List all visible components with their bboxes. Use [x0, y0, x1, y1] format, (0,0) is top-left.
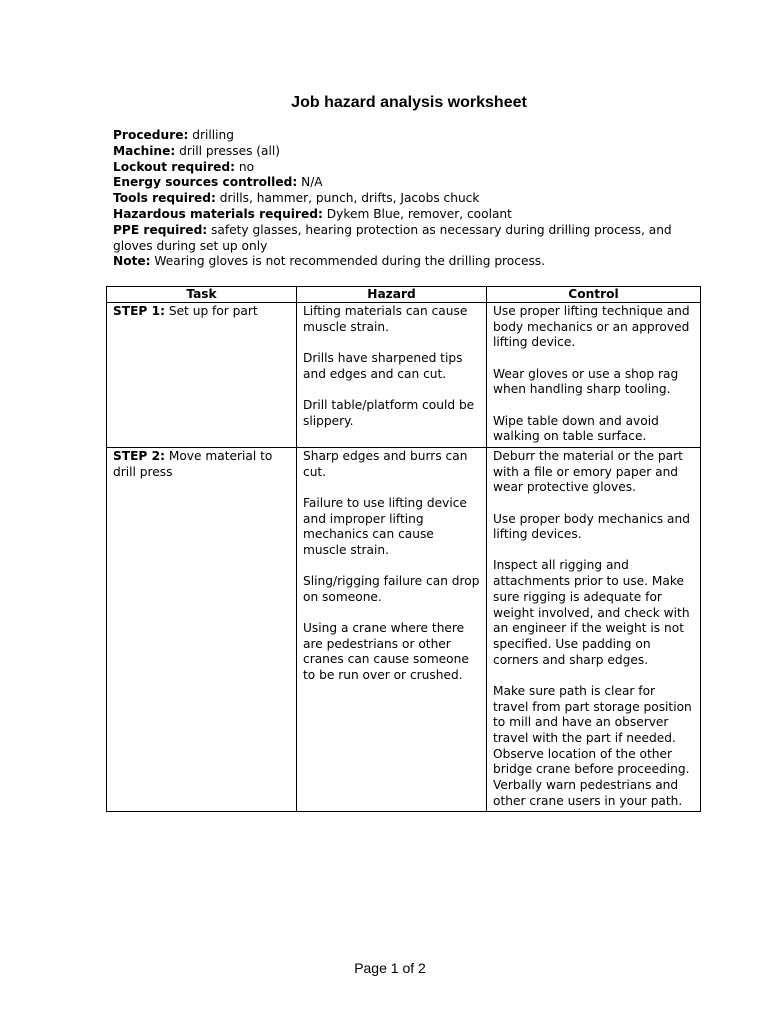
field-value: Dykem Blue, remover, coolant	[322, 206, 512, 221]
field-machine	[113, 144, 703, 160]
field-value: drill presses (all)	[175, 143, 281, 158]
field-label: Tools required:	[113, 191, 216, 206]
control-item: Wear gloves or use a shop rag when handling sharp tooling.	[493, 366, 679, 397]
field-lockout	[113, 160, 703, 176]
field-label: Machine:	[113, 143, 176, 158]
hazard-item: Drill table/platform could be slippery.	[303, 397, 475, 428]
task-cell	[107, 447, 297, 812]
field-value: safety glasses, hearing protection as necessary during drilling process, and gloves during set up only	[113, 222, 672, 253]
hazard-item: Lifting materials can cause muscle strain.	[303, 304, 468, 334]
page-number: Page 1 of 2	[354, 960, 426, 976]
control-cell	[487, 303, 701, 448]
field-value: drilling	[188, 128, 234, 142]
field-value: drills, hammer, punch, drifts, Jacobs chuck	[215, 191, 480, 206]
field-note	[113, 254, 703, 270]
hazard-cell	[297, 447, 487, 812]
step-label: STEP 1:	[113, 304, 165, 318]
field-procedure	[113, 128, 703, 144]
field-label: Note:	[113, 254, 151, 269]
field-ppe	[113, 223, 703, 255]
table-header-row	[107, 287, 701, 303]
control-item: Inspect all rigging and attachments prior to use. Make sure rigging is adequate for weight involved, and check with an engineer if the weight is not specified. Use padding on corners and sharp edges.	[493, 558, 690, 667]
field-label: Lockout required:	[113, 159, 235, 174]
hazard-table	[106, 286, 701, 812]
table-row-step-2	[107, 447, 701, 812]
control-item: Use proper lifting technique and body mechanics or an approved lifting device.	[493, 304, 690, 350]
task-cell	[107, 303, 297, 448]
field-tools	[113, 191, 703, 207]
header-hazard: Hazard	[297, 287, 487, 303]
task-text: Set up for part	[164, 304, 258, 318]
control-item: Wipe table down and avoid walking on table surface.	[493, 413, 659, 444]
header-task: Task	[107, 287, 297, 303]
hazard-item: Drills have sharpened tips and edges and can cut.	[303, 350, 463, 381]
field-label: PPE required:	[113, 222, 208, 237]
field-value: Wearing gloves is not recommended during the drilling process.	[150, 254, 546, 269]
field-label: Energy sources controlled:	[113, 175, 298, 190]
control-item: Use proper body mechanics and lifting devices.	[493, 511, 690, 542]
field-label: Procedure:	[113, 128, 189, 142]
header-control: Control	[487, 287, 701, 303]
task-text: Move material to drill press	[113, 448, 273, 479]
control-item: Make sure path is clear for travel from part storage position to mill and have an observer travel with the part if needed. Observe location of the other bridge crane before proceeding. Verbally warn pedestrians and other crane users in your path.	[493, 683, 692, 808]
table-row-step-1	[107, 303, 701, 448]
field-value: N/A	[297, 175, 323, 190]
field-energy-sources	[113, 175, 703, 191]
hazard-item: Failure to use lifting device and improper lifting mechanics can cause muscle strain.	[303, 495, 467, 557]
step-label: STEP 2:	[113, 448, 165, 463]
field-value: no	[235, 159, 255, 174]
control-cell	[487, 447, 701, 812]
page-title: Job hazard analysis worksheet	[291, 94, 527, 111]
hazard-cell	[297, 303, 487, 448]
control-item: Deburr the material or the part with a file or emory paper and wear protective gloves.	[493, 448, 683, 495]
field-hazardous-materials	[113, 207, 703, 223]
job-info-fields	[113, 128, 703, 270]
hazard-item: Sharp edges and burrs can cut.	[303, 448, 468, 479]
hazard-item: Sling/rigging failure can drop on someone.	[303, 574, 480, 604]
field-label: Hazardous materials required:	[113, 206, 323, 221]
hazard-item: Using a crane where there are pedestrians or other cranes can cause someone to be run over or crushed.	[303, 621, 469, 683]
